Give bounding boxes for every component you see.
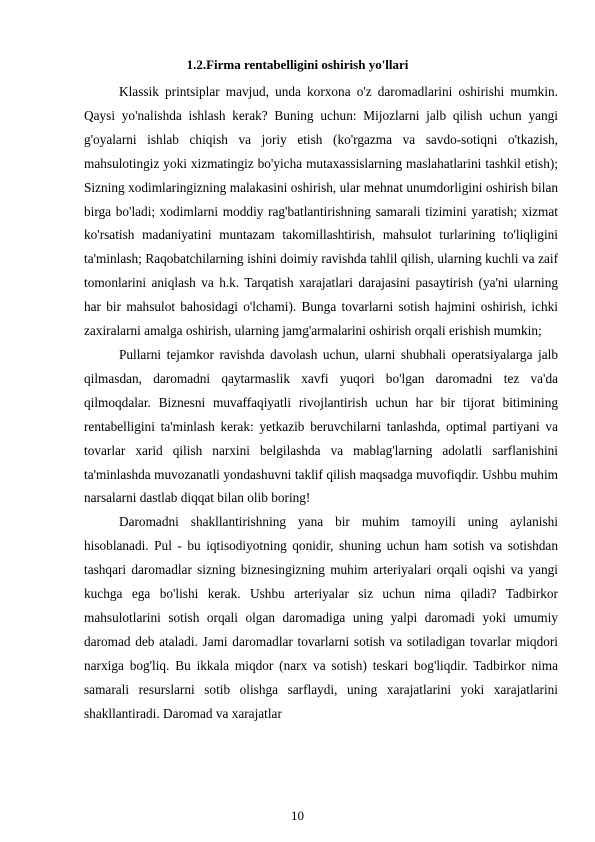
- paragraph-2: Pullarni tejamkor ravishda davolash uchun, ularni shubhali operatsiyalarga jalb qilmasdan, daromadni qaytarmaslik xavfi yuqori bo'lgan daromadni tez va'da qilmoqdalar. Biznesni muvaffaqiyatli rivojlantirish uchun har bir tijorat bitimining rentabelligini ta'minlash kerak: yetkazib beruvchilarni tanlashda, optimal partiyani va tovarlar xarid qilish narxini belgilashda va mablag'larning adolatli sarflanishini ta'minlashda muvozanatli yondashuvni taklif qilish maqsadga muvofiqdir. Ushbu muhim narsalarni dastlab diqqat bilan olib boring!: [84, 346, 558, 506]
- body-text: [84, 80, 558, 725]
- section-heading: 1.2.Firma rentabelligini oshirish yo'llari: [186, 57, 409, 72]
- paragraph-1: Klassik printsiplar mavjud, unda korxona o'z daromadlarini oshirishi mumkin. Qaysi yo'nalishda ishlash kerak? Buning uchun: Mijozlarni jalb qilish uchun yangi g'oyalarni ishlab chiqish va joriy etish (ko'rgazma va savdo-sotiqni o'tkazish, mahsulotingiz yoki xizmatingiz bo'yicha mutaxassislarning maslahatlarini tashkil etish); Sizning xodimlaringizning malakasini oshirish, ular mehnat unumdorligini oshirish bilan birga bo'ladi; xodimlarni moddiy rag'batlantirishning samarali tizimini yaratish; xizmat ko'rsatish madaniyatini muntazam takomillashtirish, mahsulot turlarining to'liqligini ta'minlash; Raqobatchilarning ishini doimiy ravishda tahlil qilish, ularning kuchli va zaif tomonlarini aniqlash va h.k. Tarqatish xarajatlari darajasini pasaytirish (ya'ni ularning har bir mahsulot bahosidagi o'lchami). Bunga tovarlarni sotish hajmini oshirish, ichki zaxiralarni amalga oshirish, ularning jamg'armalarini oshirish orqali erishish mumkin;: [84, 84, 558, 339]
- page-number: 10: [291, 808, 304, 823]
- paragraph-3: Daromadni shakllantirishning yana bir muhim tamoyili uning aylanishi hisoblanadi. Pul - bu iqtisodiyotning qonidir, shuning uchun ham sotish va sotishdan tashqari daromadlar sizning biznesingizning muhim arteriyalari orqali oqishi va yangi kuchga ega bo'lishi kerak. Ushbu arteriyalar siz uchun nima qiladi? Tadbirkor mahsulotlarini sotish orqali olgan daromadiga uning yalpi daromadi yoki umumiy daromad deb ataladi. Jami daromadlar tovarlarni sotish va sotiladigan tovarlar miqdori narxiga bog'liq. Bu ikkala miqdor (narx va sotish) teskari bog'liqdir. Tadbirkor nima samarali resurslarni sotib olishga sarflaydi, uning xarajatlarini yoki xarajatlarini shakllantiradi. Daromad va xarajatlar: [84, 514, 558, 721]
